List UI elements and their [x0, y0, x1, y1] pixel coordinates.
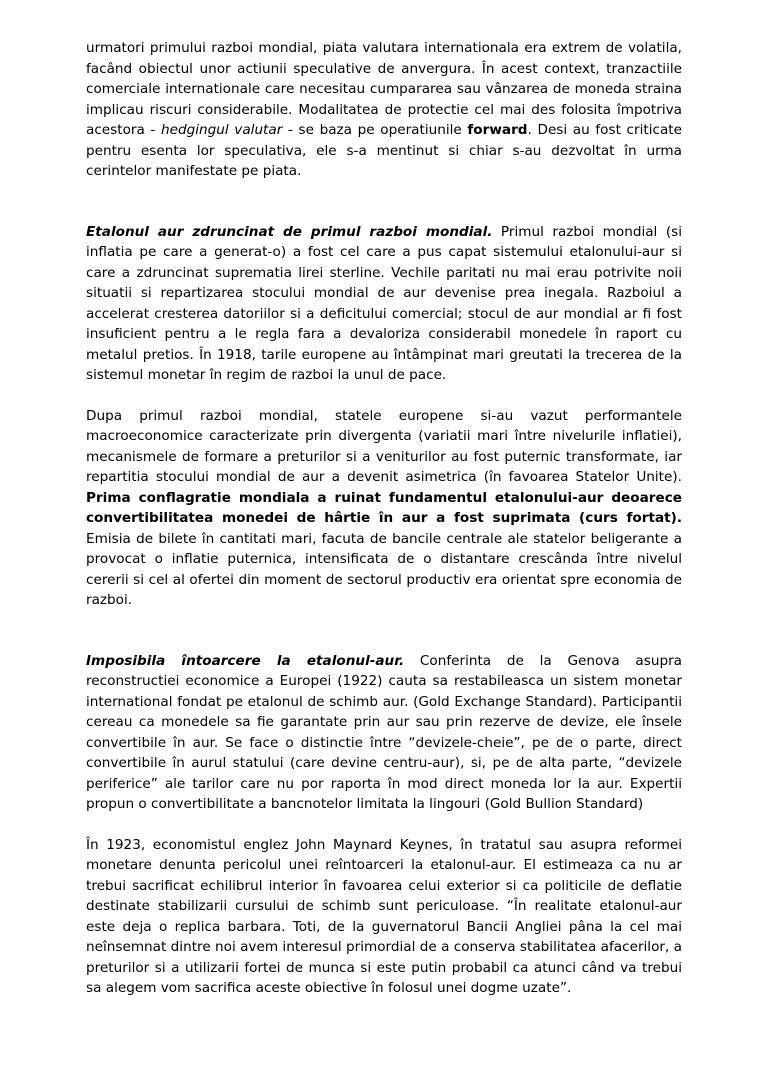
text-segment: urmatori primului razboi mondial, piata valutara internationala era extrem de volatila, facând obiectul unor actiunii speculative de anvergura. În acest context, tranzactiile comerciale internationale care necesitau cumpararea sau vânzarea de moneda straina implicau riscuri considerabile. Modalitatea de protectie cel mai des folosita împotriva acestora - — [86, 40, 682, 138]
text-segment: În 1923, economistul englez John Maynard Keynes, în tratatul sau asupra reformei monetare denunta pericolul unei reîntoarceri la etalonul-aur. El estimeaza ca nu ar trebui sacrificat echilibrul interior în favoarea celui exterior si ca politicile de deflatie destinate stabilizarii cursului de schimb sunt periculoase. “În realitate etalonul-aur este deja o replica barbara. Toti, de la guvernatorul Bancii Angliei pâna la cel mai neînsemnat dintre noi avem interesul primordial de a conserva stabilitatea afacerilor, a preturilor si a utilizarii fortei de munca si este putin probabil ca atunci când va trebui sa alegem vom sacrifica aceste obiective în folosul unei dogme uzate”. — [86, 836, 682, 996]
paragraph-forward-hedging — [86, 38, 682, 182]
paragraph-post-war-divergence — [86, 406, 682, 611]
paragraph-impossible-return — [86, 651, 682, 815]
text-segment: Conferinta de la Genova asupra reconstructiei economice a Europei (1922) cauta sa restabileasca un sistem monetar international fondat pe etalonul de schimb aur. (Gold Exchange Standard). Participantii cereau ca monedele sa fie garantate prin aur sau prin rezerve de devize, ele însele convertibile în aur. Se face o distinctie între “devizele-cheie”, pe de o parte, direct convertibile în aurul statului (care devine centru-aur), si, pe de alta parte, “devizele periferice” ale tarilor care nu por raporta în mod direct moneda lor la aur. Expertii propun o convertibilitate a bancnotelor limitata la lingouri (Gold Bullion Standard) — [86, 652, 683, 812]
spacer — [86, 611, 682, 651]
spacer — [86, 182, 682, 222]
paragraph-keynes — [86, 835, 682, 999]
text-segment: Emisia de bilete în cantitati mari, facuta de bancile centrale ale statelor beligerante a provocat o inflatie puternica, intensificata de o distantare crescânda între nivelul cererii si cel al ofertei din moment de sectorul productiv era orientat spre economia de razboi. — [86, 530, 682, 608]
paragraph-gold-standard-shaken — [86, 222, 682, 386]
text-segment-italic: hedgingul valutar — [161, 122, 283, 138]
text-segment-bold: forward — [467, 122, 528, 138]
section-heading: Etalonul aur zdruncinat de primul razboi mondial. — [86, 223, 493, 240]
text-segment: . Desi au fost criticate pentru esenta lor speculativa, ele s-a mentinut si chiar s-au dezvoltat în urma cerintelor manifestate pe piata. — [86, 122, 682, 179]
section-heading: Imposibila întoarcere la etalonul-aur. — [86, 652, 405, 669]
spacer — [86, 815, 682, 835]
text-segment-bold: Prima conflagratie mondiala a ruinat fundamentul etalonului-aur deoarece convertibilitatea monedei de hârtie în aur a fost suprimata (curs fortat). — [86, 489, 682, 526]
text-segment: - se baza pe operatiunile — [282, 122, 468, 138]
text-segment: Dupa primul razboi mondial, statele europene si-au vazut performantele macroeconomice caracterizate prin divergenta (variatii mari între nivelurile inflatiei), mecanismele de formare a preturilor si a veniturilor au fost puternic transformate, iar repartitia stocului mondial de aur a devenit asimetrica (în favoarea Statelor Unite). — [86, 407, 682, 485]
text-segment: Primul razboi mondial (si inflatia pe care a generat-o) a fost cel care a pus capat sistemului etalonului-aur si care a zdruncinat suprematia lirei sterline. Vechile paritati nu mai erau potrivite noii situatii si repartizarea stocului mondial de aur devenise prea inegala. Razboiul a accelerat cresterea datoriilor si a deficitului comercial; stocul de aur mondial ar fi fost insuficient pentru a le regla fara a devaloriza considerabil monedele în raport cu metalul pretios. În 1918, tarile europene au întâmpinat mari greutati la trecerea de la sistemul monetar în regim de razboi la unul de pace. — [86, 223, 682, 383]
spacer — [86, 386, 682, 406]
